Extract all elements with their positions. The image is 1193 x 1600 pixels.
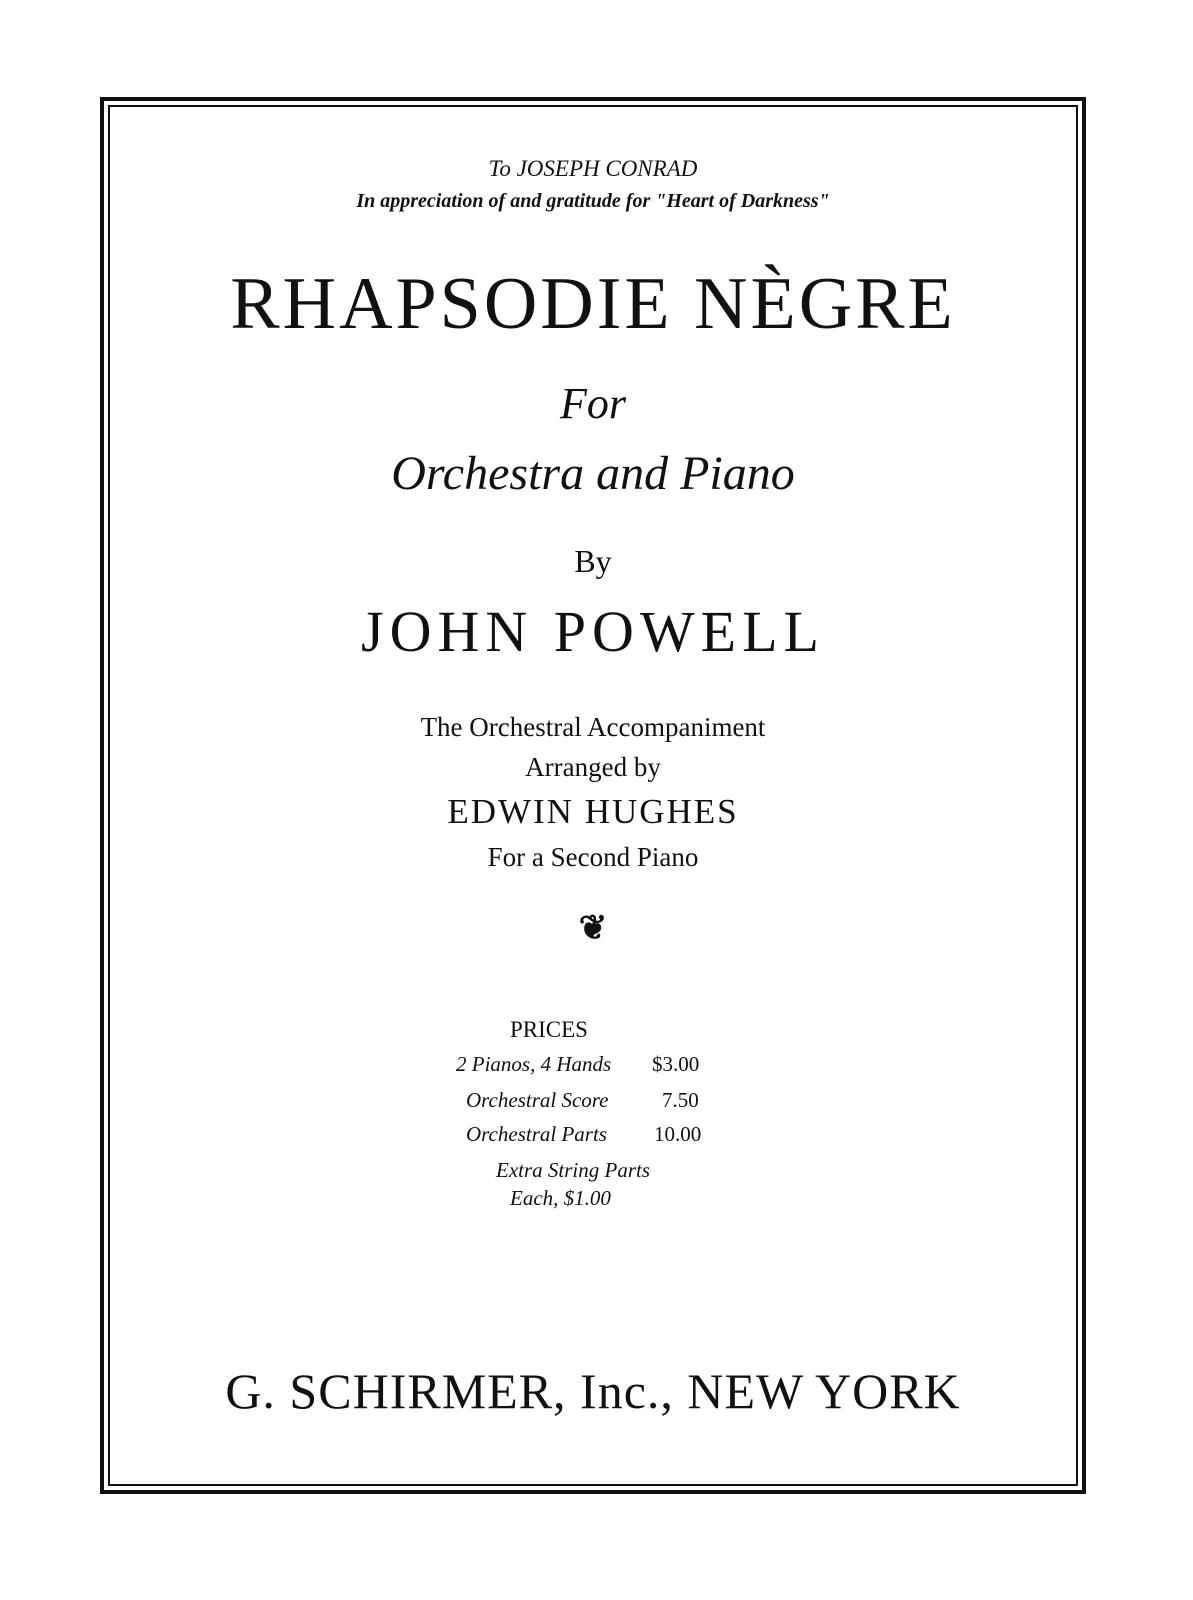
ornament-icon: ❦ <box>578 910 608 947</box>
publisher-imprint: G. SCHIRMER, Inc., NEW YORK <box>225 1363 961 1419</box>
extra-parts-price: Each, $1.00 <box>510 1186 611 1210</box>
subtitle-for: For <box>560 379 626 428</box>
instrumentation: Orchestra and Piano <box>391 447 795 500</box>
price-item-value: 7.50 <box>662 1088 699 1112</box>
price-item-label: Orchestral Score <box>466 1088 609 1112</box>
by-label: By <box>574 543 612 579</box>
extra-parts-label: Extra String Parts <box>496 1158 651 1182</box>
appreciation-line: In appreciation of and gratitude for "Heart of Darkness" <box>356 190 830 212</box>
arranger-name: EDWIN HUGHES <box>447 792 739 831</box>
arrangement-line-2: Arranged by <box>525 752 661 782</box>
work-title: RHAPSODIE NÈGRE <box>230 263 956 345</box>
dedication-line: To JOSEPH CONRAD <box>488 156 698 181</box>
price-item-value: $3.00 <box>652 1052 700 1076</box>
arrangement-line-3: For a Second Piano <box>487 842 699 872</box>
price-item-label: Orchestral Parts <box>466 1122 607 1146</box>
prices-heading: PRICES <box>510 1017 588 1042</box>
price-item-value: 10.00 <box>654 1122 702 1146</box>
arrangement-line-1: The Orchestral Accompaniment <box>420 712 766 742</box>
composer-name: JOHN POWELL <box>361 599 825 664</box>
price-item-label: 2 Pianos, 4 Hands <box>456 1052 612 1076</box>
